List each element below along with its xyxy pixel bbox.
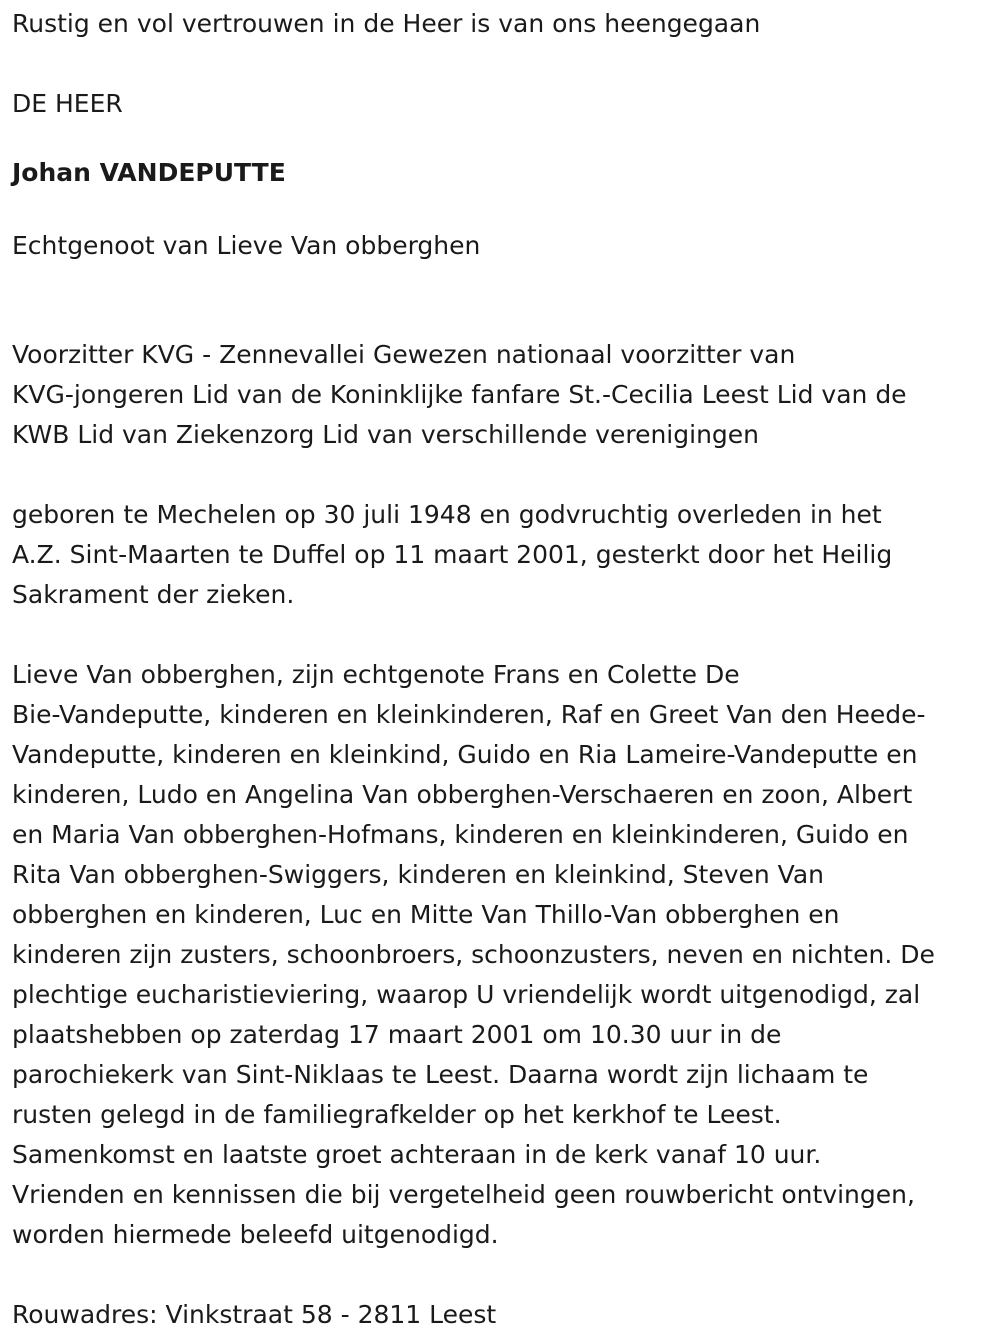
spacer	[12, 295, 988, 335]
roles-paragraph	[12, 335, 988, 455]
family-line: en Maria Van obberghen-Hofmans, kinderen en kleinkinderen, Guido en	[12, 820, 909, 849]
family-line: plaatshebben op zaterdag 17 maart 2001 om 10.30 uur in de	[12, 1020, 782, 1049]
honorific-title: DE HEER	[12, 89, 123, 118]
family-line: kinderen zijn zusters, schoonbroers, schoonzusters, neven en nichten. De	[12, 940, 935, 969]
family-line: Lieve Van obberghen, zijn echtgenote Frans en Colette De	[12, 660, 740, 689]
spacer	[12, 455, 988, 495]
birth-death-line: A.Z. Sint-Maarten te Duffel op 11 maart 2001, gesterkt door het Heilig	[12, 540, 893, 569]
family-line: plechtige eucharistieviering, waarop U vriendelijk wordt uitgenodigd, zal	[12, 980, 921, 1009]
mourning-address: Rouwadres: Vinkstraat 58 - 2811 Leest	[12, 1300, 497, 1329]
family-line: rusten gelegd in de familiegrafkelder op het kerkhof te Leest.	[12, 1100, 782, 1129]
family-line: worden hiermede beleefd uitgenodigd.	[12, 1220, 499, 1249]
family-line: Vrienden en kennissen die bij vergetelheid geen rouwbericht ontvingen,	[12, 1180, 915, 1209]
roles-line: KWB Lid van Ziekenzorg Lid van verschillende verenigingen	[12, 420, 760, 449]
birth-death-paragraph	[12, 495, 988, 615]
family-line: Bie-Vandeputte, kinderen en kleinkinderen, Raf en Greet Van den Heede-	[12, 700, 926, 729]
family-line: obberghen en kinderen, Luc en Mitte Van Thillo-Van obberghen en	[12, 900, 840, 929]
spacer	[12, 615, 988, 655]
family-line: Samenkomst en laatste groet achteraan in de kerk vanaf 10 uur.	[12, 1140, 822, 1169]
family-line: Rita Van obberghen-Swiggers, kinderen en kleinkind, Steven Van	[12, 860, 825, 889]
family-line: parochiekerk van Sint-Niklaas te Leest. Daarna wordt zijn lichaam te	[12, 1060, 869, 1089]
intro-line: Rustig en vol vertrouwen in de Heer is van ons heengegaan	[12, 9, 761, 38]
family-line: kinderen, Ludo en Angelina Van obberghen-Verschaeren en zoon, Albert	[12, 780, 913, 809]
family-paragraph	[12, 655, 988, 1255]
deceased-name: Johan VANDEPUTTE	[12, 158, 286, 187]
roles-line: KVG-jongeren Lid van de Koninklijke fanfare St.-Cecilia Leest Lid van de	[12, 380, 907, 409]
family-line: Vandeputte, kinderen en kleinkind, Guido en Ria Lameire-Vandeputte en	[12, 740, 918, 769]
birth-death-line: geboren te Mechelen op 30 juli 1948 en godvruchtig overleden in het	[12, 500, 882, 529]
birth-death-line: Sakrament der zieken.	[12, 580, 295, 609]
roles-line: Voorzitter KVG - Zennevallei Gewezen nationaal voorzitter van	[12, 340, 796, 369]
spacer	[12, 1255, 988, 1295]
spouse-line: Echtgenoot van Lieve Van obberghen	[12, 231, 481, 260]
